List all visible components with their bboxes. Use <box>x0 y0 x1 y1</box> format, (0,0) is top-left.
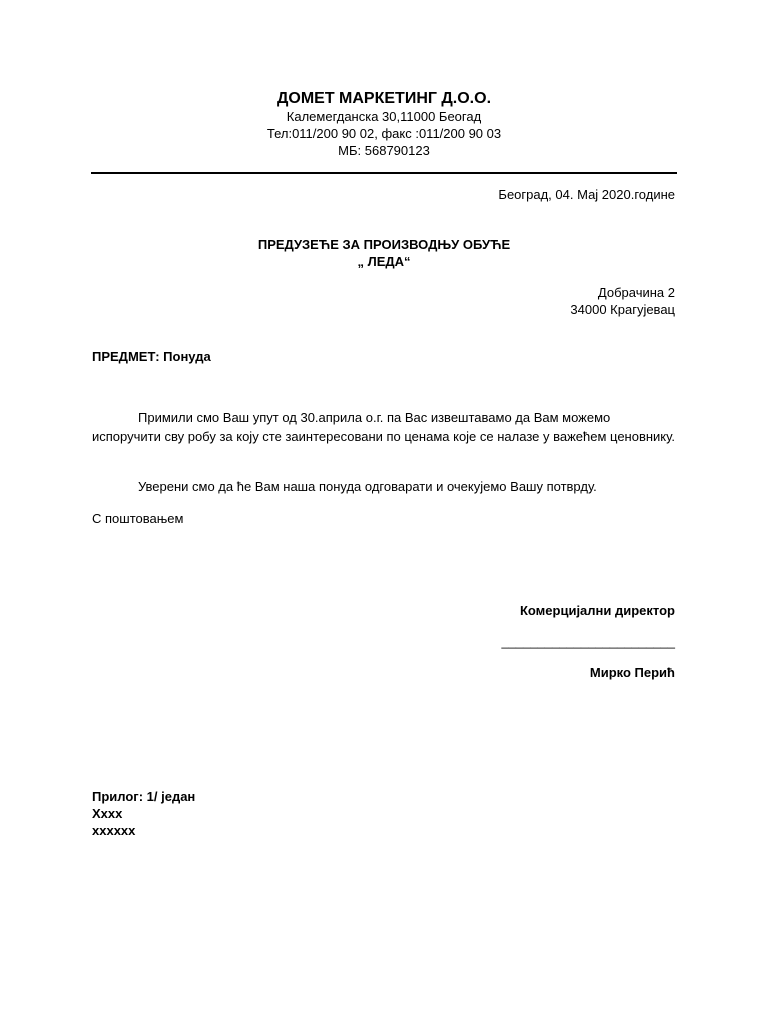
body-paragraph-1: Примили смо Ваш упут од 30.априла о.г. па Вас извештавамо да Вам можемо испоручити сву робу за коју сте заинтересовани по ценама које се налазе у важећем ценовнику. <box>92 410 675 444</box>
recipient-street: Добрачина 2 <box>597 285 675 300</box>
body-paragraph-2: Уверени смо да ће Вам наша понуда одговарати и очекујемо Вашу потврду. <box>138 479 597 494</box>
recipient-name-line2: „ ЛЕДА“ <box>357 254 411 269</box>
recipient-city: 34000 Крагујевац <box>570 302 675 317</box>
closing-line: С поштовањем <box>92 511 184 526</box>
company-address: Калемегданска 30,11000 Беогад <box>286 109 482 124</box>
signature-line: ________________________ <box>501 634 675 649</box>
attachment-item-2: хххххх <box>92 823 136 838</box>
signature-title: Комерцијални директор <box>519 603 675 618</box>
company-reg-number: МБ: 568790123 <box>338 143 430 158</box>
company-name: ДОМЕТ МАРКЕТИНГ Д.О.О. <box>276 90 492 107</box>
recipient-name-line1: ПРЕДУЗЕЋЕ ЗА ПРОИЗВОДЊУ ОБУЋЕ <box>257 237 511 252</box>
date-line: Београд, 04. Мај 2020.године <box>498 187 675 202</box>
attachment-item-1: Хххх <box>92 806 123 821</box>
header-divider <box>91 172 677 174</box>
attachments-label: Прилог: 1/ један <box>92 789 196 804</box>
company-phone-fax: Тел:011/200 90 02, факс :011/200 90 03 <box>266 126 502 141</box>
signature-name: Мирко Перић <box>589 665 675 680</box>
subject-line: ПРЕДМЕТ: Понуда <box>92 349 211 364</box>
